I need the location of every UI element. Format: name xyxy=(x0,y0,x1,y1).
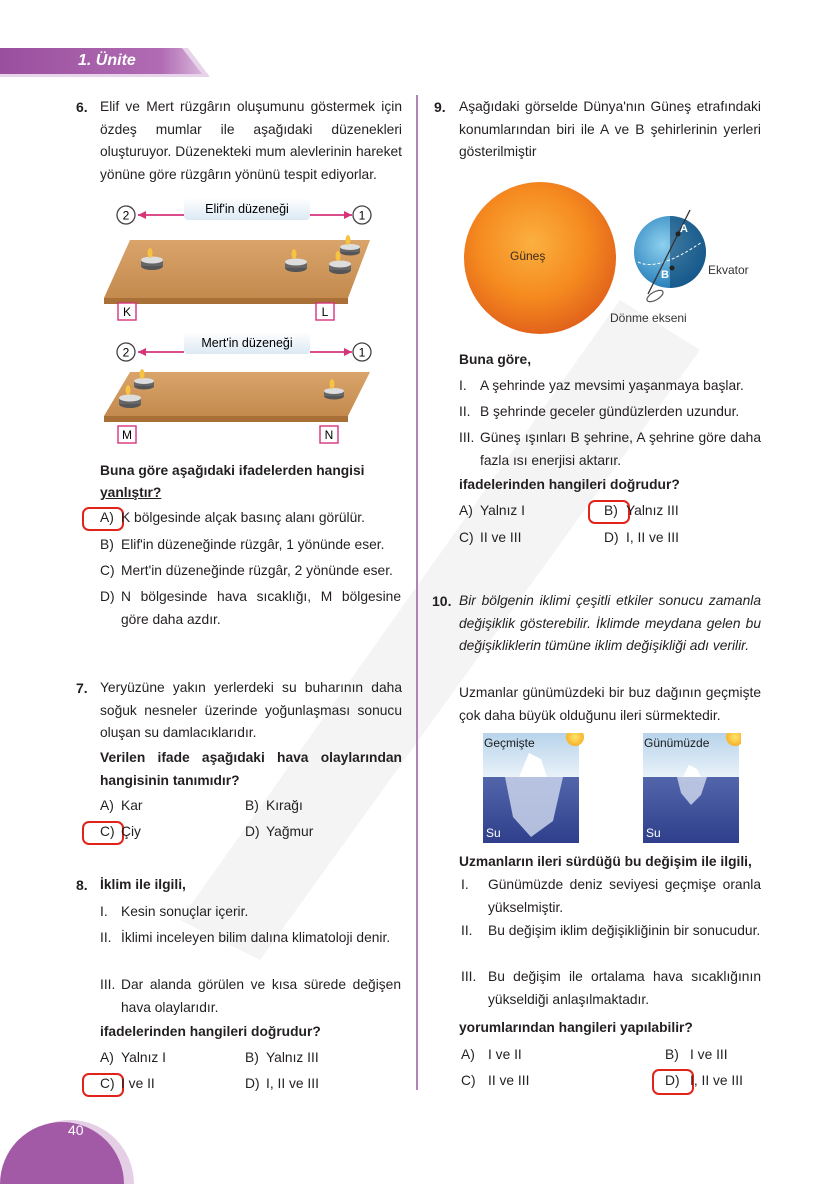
equator-label: Ekvator xyxy=(708,263,749,277)
q9-option-a-text: Yalnız I xyxy=(480,503,525,518)
q10-statement-2-roman: II. xyxy=(461,923,473,938)
q6-text: Elif ve Mert rüzgârın oluşumunu göstermek için özdeş mumlar ile aşağıdaki düzenekleri oluşturuyor. Düzenekteki mum alevlerinin hareket yönüne göre rüzgârın yönünü tespit ediyorlar. xyxy=(100,99,402,182)
q7-number: 7. xyxy=(76,680,88,696)
q8-statement-3-roman: III. xyxy=(100,977,116,992)
q8-option-c-letter[interactable]: C) xyxy=(100,1076,115,1091)
q10-statement-3-roman: III. xyxy=(461,969,477,984)
q8-number: 8. xyxy=(76,877,88,893)
q10-option-a-letter[interactable]: A) xyxy=(461,1047,475,1062)
q9-prompt-intro: Buna göre, xyxy=(459,352,532,367)
q7-option-a-letter[interactable]: A) xyxy=(100,798,114,813)
q6-prompt-line2: yanlıştır? xyxy=(100,485,162,500)
q10-option-d-text: I, II ve III xyxy=(690,1073,743,1088)
q9-option-d-letter[interactable]: D) xyxy=(604,530,619,545)
q6-number: 6. xyxy=(76,99,88,115)
q10-statement-2-text: Bu değişim iklim değişikliğinin bir sonucudur. xyxy=(488,923,761,938)
q9-statement-3-roman: III. xyxy=(459,430,475,445)
past-water-label: Su xyxy=(486,826,501,840)
elif-setup-label: Elif'in düzeneği xyxy=(205,202,289,216)
present-label: Günümüzde xyxy=(644,736,710,750)
q8-option-b-letter[interactable]: B) xyxy=(245,1050,259,1065)
axis-label: Dönme ekseni xyxy=(610,311,687,325)
mert-dir-left: 2 xyxy=(122,345,130,360)
q10-statement-1-roman: I. xyxy=(461,877,469,892)
q10-number: 10. xyxy=(432,593,452,609)
q8-statement-1-roman: I. xyxy=(100,904,108,919)
q8-statement-1-text: Kesin sonuçlar içerir. xyxy=(121,904,249,919)
q8-option-d-text: I, II ve III xyxy=(266,1076,319,1091)
q9-option-c-text: II ve III xyxy=(480,530,522,545)
q10-prompt-intro: Uzmanların ileri sürdüğü bu değişim ile ilgili, xyxy=(459,854,752,869)
page-number: 40 xyxy=(68,1122,84,1138)
q9-option-d-text: I, II ve III xyxy=(626,530,679,545)
q6-prompt-line1: Buna göre aşağıdaki ifadelerden hangisi xyxy=(100,463,365,478)
q7-text: Yeryüzüne yakın yerlerdeki su buharının daha soğuk nesneler üzerinde yoğunlaşması sonucu oluşan su damlacıklarıdır. xyxy=(100,680,402,740)
q9-prompt: ifadelerinden hangileri doğrudur? xyxy=(459,477,680,492)
q8-option-c-text: I ve II xyxy=(121,1076,155,1091)
q9-text: Aşağıdaki görselde Dünya'nın Güneş etrafındaki konumlarından biri ile A ve B şehirlerinin yerleri gösterilmiştir xyxy=(459,99,761,159)
q6-option-c-letter[interactable]: C) xyxy=(100,563,115,578)
q6-option-a-letter[interactable]: A) xyxy=(100,510,114,525)
elif-dir-right: 1 xyxy=(358,208,366,223)
q8-option-d-letter[interactable]: D) xyxy=(245,1076,260,1091)
q10-statement-3-text: Bu değişim ile ortalama hava sıcaklığının yükseldiği anlaşılmaktadır. xyxy=(488,969,761,1007)
q10-text: Uzmanlar günümüzdeki bir buz dağının geçmişte çok daha büyük olduğunu ileri sürmektedir. xyxy=(459,685,761,723)
q10-option-c-letter[interactable]: C) xyxy=(461,1073,476,1088)
q8-statement-2-roman: II. xyxy=(100,930,112,945)
q8-prompt: ifadelerinden hangileri doğrudur? xyxy=(100,1024,321,1039)
q10-option-d-letter[interactable]: D) xyxy=(665,1073,680,1088)
q7-option-b-text: Kırağı xyxy=(266,798,303,813)
q10-statement-1-text: Günümüzde deniz seviyesi geçmişe oranla yükselmiştir. xyxy=(488,877,761,915)
rotation-icon xyxy=(645,288,665,304)
q10-intro: Bir bölgenin iklimi çeşitli etkiler sonucu zamanla değişiklik gösterebilir. İklimde meydana gelen bu değişikliklerin tümüne iklim değişikliği adı verilir. xyxy=(459,593,761,653)
point-b-label: B xyxy=(661,269,669,281)
iceberg-figure xyxy=(483,733,741,843)
elif-dir-left: 2 xyxy=(122,208,130,223)
q6-option-b-letter[interactable]: B) xyxy=(100,537,114,552)
q6-option-b-text: Elif'in düzeneğinde rüzgâr, 1 yönünde eser. xyxy=(121,537,385,552)
m-label: M xyxy=(122,428,132,442)
q9-statement-2-roman: II. xyxy=(459,404,471,419)
q8-statement-2-text: İklimi inceleyen bilim dalına klimatoloji denir. xyxy=(121,930,391,945)
q9-statement-3-text: Güneş ışınları B şehrine, A şehrine göre daha fazla ısı enerjisi aktarır. xyxy=(480,430,761,468)
past-label: Geçmişte xyxy=(484,736,535,750)
q6-option-d-letter[interactable]: D) xyxy=(100,589,115,604)
q7-option-b-letter[interactable]: B) xyxy=(245,798,259,813)
q9-number: 9. xyxy=(434,99,446,115)
q9-option-c-letter[interactable]: C) xyxy=(459,530,474,545)
present-water-label: Su xyxy=(646,826,661,840)
l-label: L xyxy=(321,305,329,319)
q6-option-a-text: K bölgesinde alçak basınç alanı görülür. xyxy=(121,510,365,525)
q9-option-a-letter[interactable]: A) xyxy=(459,503,473,518)
q6-option-d-text: N bölgesinde hava sıcaklığı, M bölgesine göre daha azdır. xyxy=(121,589,401,627)
q9-statement-1-roman: I. xyxy=(459,378,467,393)
q8-option-a-text: Yalnız I xyxy=(121,1050,166,1065)
q7-option-a-text: Kar xyxy=(121,798,143,813)
sun-earth-figure xyxy=(458,176,758,336)
q10-prompt: yorumlarından hangileri yapılabilir? xyxy=(459,1020,693,1035)
column-divider xyxy=(416,95,418,1090)
q8-statement-3-text: Dar alanda görülen ve kısa sürede değişen hava olaylarıdır. xyxy=(121,977,401,1015)
n-label: N xyxy=(324,428,334,442)
candle-setup-figure xyxy=(100,190,382,450)
q10-option-a-text: I ve II xyxy=(488,1047,522,1062)
q8-option-b-text: Yalnız III xyxy=(266,1050,319,1065)
q7-option-d-letter[interactable]: D) xyxy=(245,824,260,839)
q10-option-b-letter[interactable]: B) xyxy=(665,1047,679,1062)
q9-statement-2-text: B şehrinde geceler gündüzlerden uzundur. xyxy=(480,404,740,419)
q6-option-c-text: Mert'in düzeneğinde rüzgâr, 2 yönünde eser. xyxy=(121,563,393,578)
q10-option-c-text: II ve III xyxy=(488,1073,530,1088)
mert-setup-label: Mert'in düzeneği xyxy=(201,336,293,350)
sun-label: Güneş xyxy=(510,249,546,263)
q8-option-a-letter[interactable]: A) xyxy=(100,1050,114,1065)
point-a-label: A xyxy=(680,223,688,235)
k-label: K xyxy=(122,305,132,319)
q7-option-c-letter[interactable]: C) xyxy=(100,824,115,839)
q9-statement-1-text: A şehrinde yaz mevsimi yaşanmaya başlar. xyxy=(480,378,744,393)
elif-board xyxy=(104,240,370,304)
q9-option-b-letter[interactable]: B) xyxy=(604,503,618,518)
unit-label: 1. Ünite xyxy=(78,52,136,69)
page-number-badge xyxy=(0,1104,140,1184)
q10-option-b-text: I ve III xyxy=(690,1047,728,1062)
q7-option-d-text: Yağmur xyxy=(266,824,314,839)
q7-prompt: Verilen ifade aşağıdaki hava olaylarından hangisinin tanımıdır? xyxy=(100,750,402,788)
q9-option-b-text: Yalnız III xyxy=(626,503,679,518)
mert-dir-right: 1 xyxy=(358,345,366,360)
q7-option-c-text: Çiy xyxy=(121,824,141,839)
q8-title: İklim ile ilgili, xyxy=(100,877,186,892)
